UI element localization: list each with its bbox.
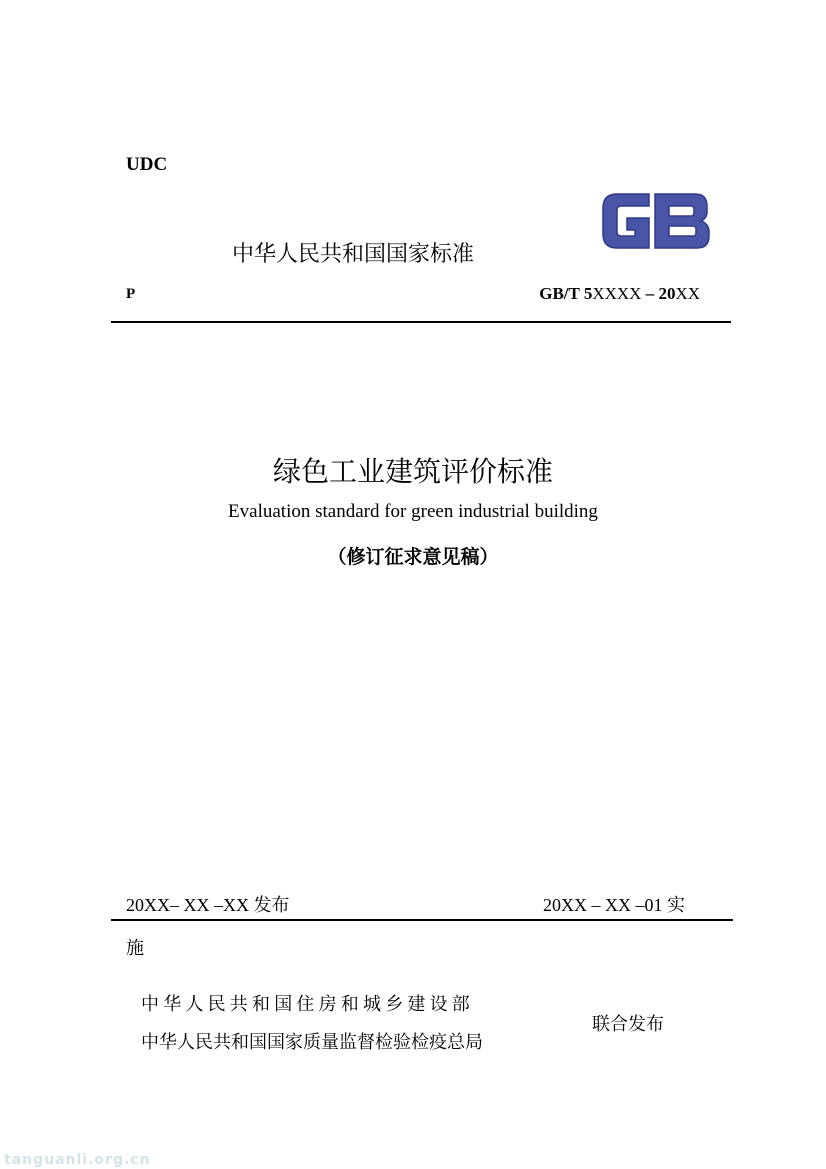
national-standard-heading: 中华人民共和国国家标准 <box>232 242 475 267</box>
draft-note: （修订征求意见稿） <box>327 546 499 568</box>
publisher-ministry-housing: 中华人民共和国住房和城乡建设部 <box>141 994 474 1015</box>
standard-number-year: – 20 <box>641 284 676 303</box>
standard-number-middle: XXXX <box>592 284 642 303</box>
footer-divider <box>111 919 733 921</box>
issue-date: 20XX– XX –XX 发布 <box>126 895 290 915</box>
document-title-cn: 绿色工业建筑评价标准 <box>272 455 553 488</box>
udc-label: UDC <box>126 154 168 175</box>
standard-number-year-suffix: XX <box>675 284 700 303</box>
implementation-date: 20XX – XX –01 实 <box>543 895 685 915</box>
publisher-aqsiq: 中华人民共和国国家质量监督检验检疫总局 <box>141 1032 483 1053</box>
standard-number <box>539 284 700 304</box>
header-divider <box>111 321 731 323</box>
site-watermark: tanguanli.org.cn <box>4 1152 151 1168</box>
implementation-date-tail: 施 <box>126 938 144 959</box>
classification-code: P <box>126 286 136 302</box>
standard-number-prefix: GB/T 5 <box>539 284 593 303</box>
gb-logo-icon <box>597 190 713 252</box>
joint-issue-label: 联合发布 <box>592 1014 664 1035</box>
document-title-en: Evaluation standard for green industrial building <box>228 501 598 522</box>
